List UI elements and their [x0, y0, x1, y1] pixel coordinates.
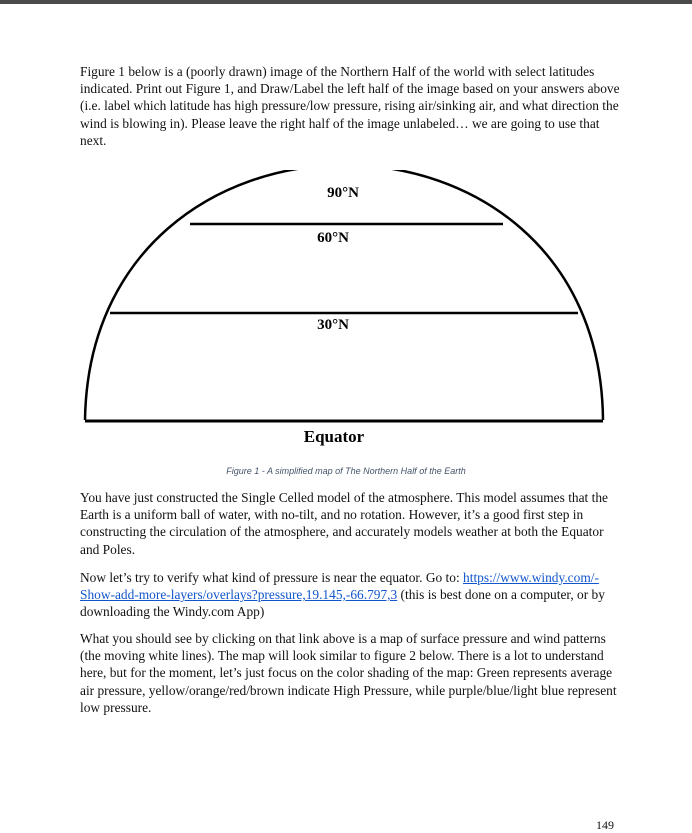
single-cell-paragraph: You have just constructed the Single Celled model of the atmosphere. This model assumes that the Earth is a uniform ball of water, with no-tilt, and no rotation. However, it’s a good first step in constructing the circulation of the atmosphere, and accurately models weather at both the Equator and Poles.	[80, 490, 608, 557]
verify-text-before: Now let’s try to verify what kind of pressure is near the equator. Go to:	[80, 570, 464, 585]
page-number: 149	[596, 818, 614, 832]
top-border	[0, 0, 692, 4]
label-equator: Equator	[303, 427, 365, 446]
hemisphere-outline	[85, 170, 603, 420]
label-90n: 90°N	[327, 185, 359, 201]
intro-paragraph: Figure 1 below is a (poorly drawn) image of the Northern Half of the world with select latitudes indicated. Print out Figure 1, and Draw/Label the left half of the image based on your answers above (i.e. label which latitude has high pressure/low pressure, rising air/sinking air, and what direction the wind is blowing in). Please leave the right half of the image unlabeled… we are going to use that next.	[80, 64, 620, 148]
map-description-paragraph: What you should see by clicking on that link above is a map of surface pressure and wind patterns (the moving white lines). The map will look similar to figure 2 below. There is a lot to understand here, but for the moment, let’s just focus on the color shading of the map: Green represents average air pressure, yellow/orange/red/brown indicate High Pressure, while purple/blue/light blue represent low pressure.	[80, 631, 617, 715]
windy-link[interactable]: https://www.windy.com/-Show-add-more-layers/overlays?pressure,19.145,-66.797,3	[80, 570, 599, 603]
label-60n: 60°N	[317, 230, 349, 246]
verify-text-after: (this is best done on a computer, or by downloading the Windy.com App)	[80, 587, 605, 620]
verify-paragraph	[80, 569, 620, 621]
label-30n: 30°N	[317, 317, 349, 333]
figure-caption: Figure 1 - A simplified map of The Northern Half of the Earth	[226, 466, 466, 476]
hemisphere-figure	[0, 170, 692, 460]
